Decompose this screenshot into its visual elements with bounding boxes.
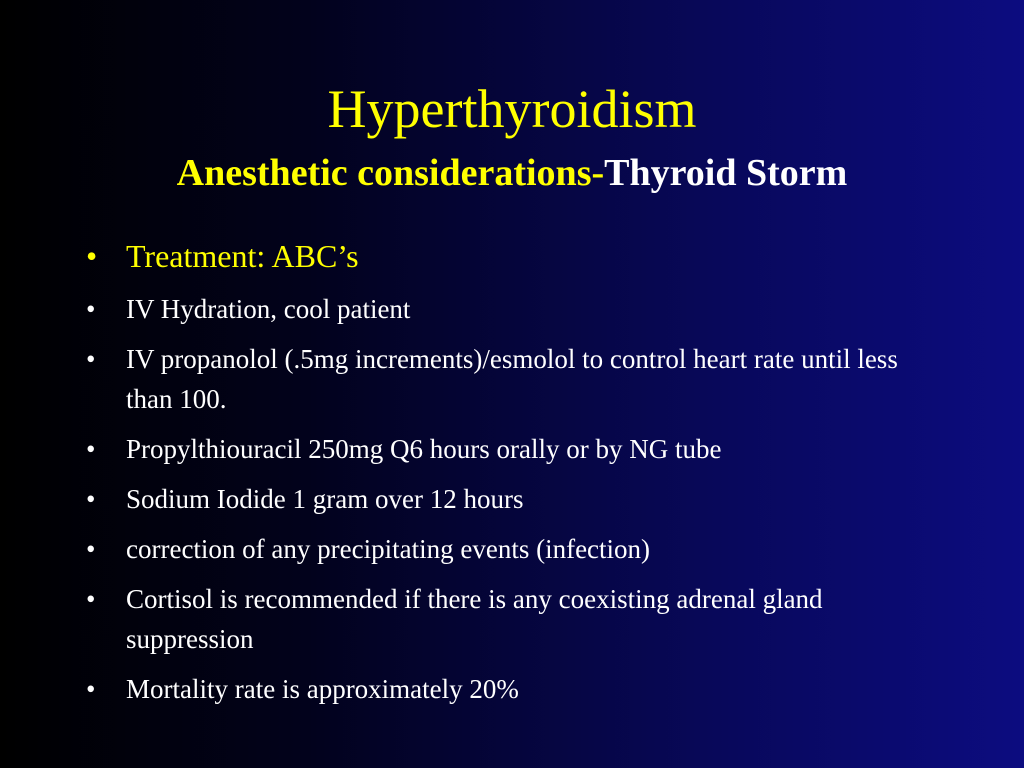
bullet-item — [86, 289, 946, 329]
bullet-item — [86, 339, 946, 419]
bullet-item — [86, 429, 946, 469]
bullet-text: Propylthiouracil 250mg Q6 hours orally or by NG tube — [126, 434, 722, 464]
bullet-text: IV propanolol (.5mg increments)/esmolol to control heart rate until less than 100. — [126, 344, 898, 414]
slide-subtitle — [0, 150, 1024, 196]
bullet-dot: • — [86, 484, 96, 514]
bullet-text: Cortisol is recommended if there is any coexisting adrenal gland suppression — [126, 584, 823, 654]
bullet-dot: • — [86, 674, 96, 704]
bullet-dot: • — [86, 238, 98, 274]
bullet-text: correction of any precipitating events (infection) — [126, 534, 651, 564]
bullet-item — [86, 233, 946, 279]
bullet-item — [86, 579, 946, 659]
bullet-item — [86, 529, 946, 569]
bullet-dot: • — [86, 584, 96, 614]
bullet-text: Treatment: ABC’s — [126, 238, 359, 274]
bullet-text: Mortality rate is approximately 20% — [126, 674, 519, 704]
subtitle-extra: Thyroid Storm — [604, 152, 848, 194]
bullet-text: IV Hydration, cool patient — [126, 294, 411, 324]
bullet-text: Sodium Iodide 1 gram over 12 hours — [126, 484, 524, 514]
bullet-dot: • — [86, 434, 96, 464]
slide-title: Hyperthyroidism — [327, 79, 697, 139]
bullet-dot: • — [86, 534, 96, 564]
bullet-dot: • — [86, 344, 96, 374]
bullet-item — [86, 669, 946, 709]
bullet-item — [86, 479, 946, 519]
bullet-dot: • — [86, 294, 96, 324]
subtitle-main: Anesthetic considerations- — [176, 152, 605, 194]
bullet-list — [86, 233, 946, 719]
